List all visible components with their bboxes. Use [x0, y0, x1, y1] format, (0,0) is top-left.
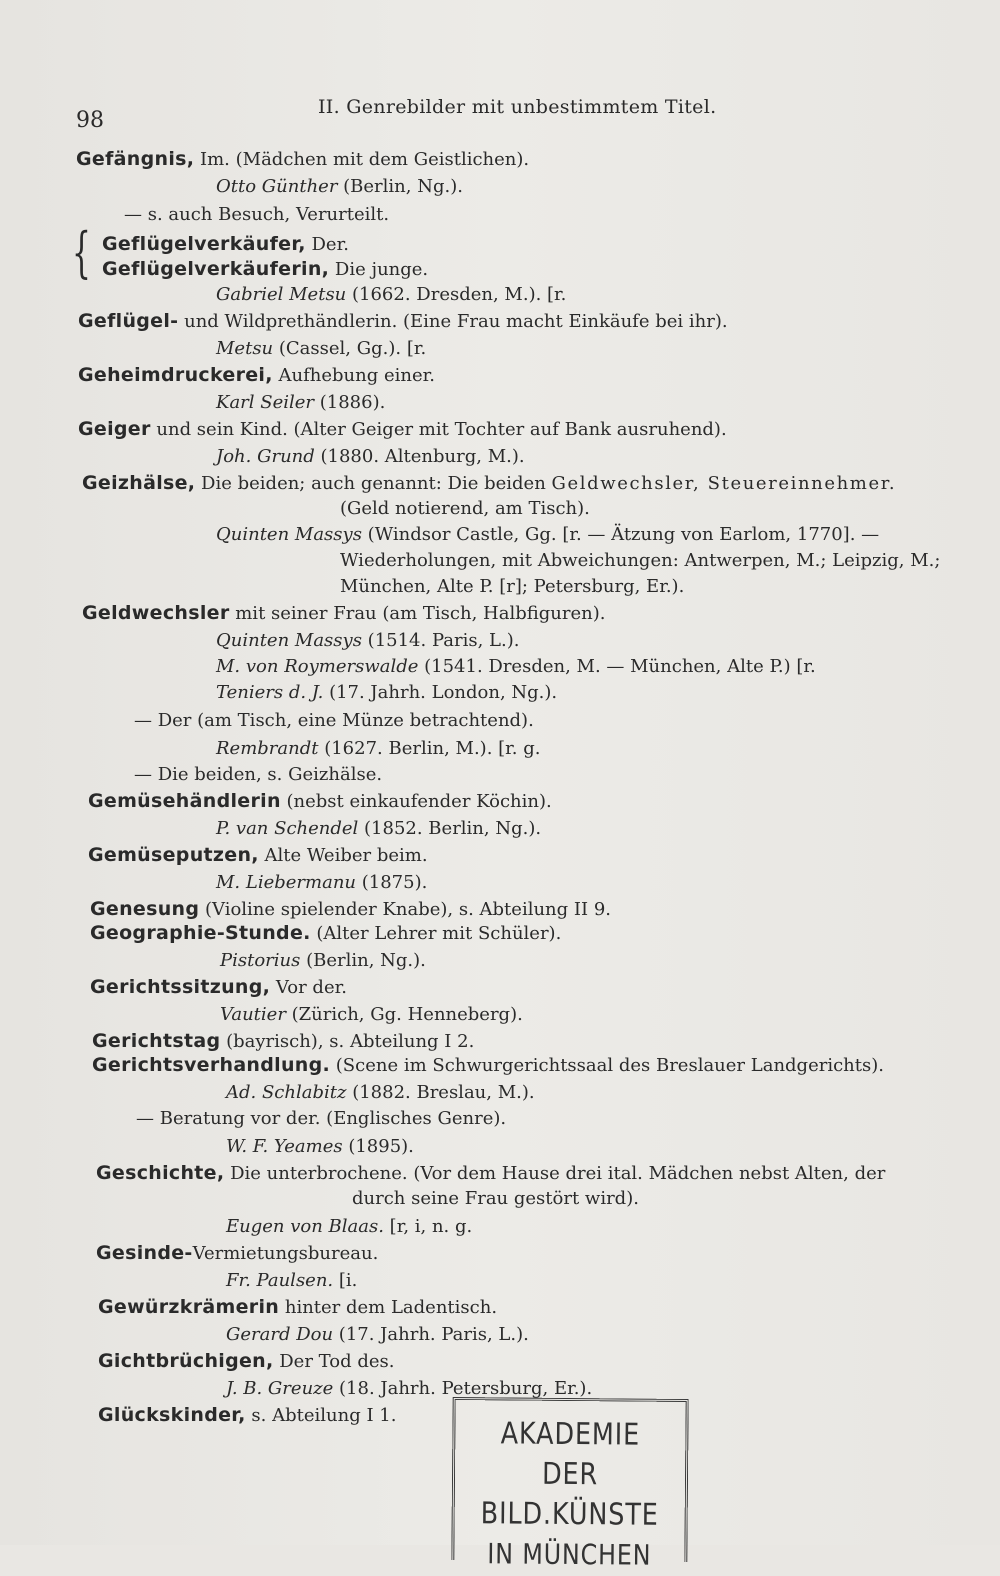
entry-line — [96, 1162, 885, 1185]
entry-text: und sein Kind. (Alter Geiger mit Tochter auf Bank ausruhend). — [150, 419, 727, 440]
stamp-line: AKADEMIE — [500, 1416, 641, 1453]
entry-text: Im. (Mädchen mit dem Geistlichen). — [194, 149, 530, 170]
entry-text: hinter dem Ladentisch. — [279, 1297, 498, 1318]
entry-heading: Geiger — [78, 418, 151, 440]
entry-line — [352, 1188, 639, 1210]
entry-heading: Gesinde- — [96, 1242, 193, 1264]
entry-line — [102, 258, 428, 281]
entry-line — [216, 176, 463, 198]
entry-heading: Gemüseputzen, — [88, 844, 259, 866]
brace-bracket: { — [72, 221, 91, 284]
entry-heading: Gefängnis, — [76, 148, 195, 170]
entry-line — [78, 364, 435, 387]
artist-name: Vautier — [220, 1004, 286, 1025]
entry-text: (Scene im Schwurgerichtssaal des Breslauer Landgerichts). — [330, 1055, 884, 1076]
entry-text: Der Tod des. — [273, 1351, 395, 1372]
entry-text: (1882. Breslau, M.). — [346, 1082, 535, 1103]
entry-text: (1514. Paris, L.). — [361, 630, 520, 651]
entry-line — [216, 446, 525, 468]
entry-text: [r, i, n. g. — [383, 1216, 473, 1237]
entry-text: Die junge. — [329, 259, 429, 280]
entry-heading: Gerichtssitzung, — [90, 976, 271, 998]
entry-line — [340, 498, 590, 520]
artist-name: Metsu — [216, 338, 274, 359]
entry-line — [226, 1378, 592, 1400]
entry-heading: Geographie-Stunde. — [90, 922, 311, 944]
entry-line — [216, 682, 557, 704]
artist-name: M. von Roymerswalde — [216, 656, 419, 677]
entry-line — [92, 1054, 884, 1077]
entry-text: (17. Jahrh. Paris, L.). — [333, 1324, 529, 1345]
entry-line — [216, 738, 540, 760]
artist-name: Quinten Massys — [216, 524, 362, 545]
entry-heading: Gemüsehändlerin — [88, 790, 281, 812]
entry-text: — Die beiden, s. Geizhälse. — [134, 764, 383, 785]
artist-name: Fr. Paulsen. — [226, 1270, 334, 1291]
entry-line — [134, 710, 534, 732]
entry-line — [340, 576, 684, 598]
entry-text: (Berlin, Ng.). — [337, 176, 463, 197]
entry-text: München, Alte P. [r]; Petersburg, Er.). — [340, 576, 685, 597]
artist-name: Eugen von Blaas. — [226, 1216, 384, 1237]
entry-heading: Gewürzkrämerin — [98, 1296, 280, 1318]
entry-text: s. Abteilung I 1. — [245, 1405, 397, 1426]
entry-text: (1886). — [314, 392, 386, 413]
entry-line — [92, 1030, 474, 1053]
entry-line — [220, 950, 426, 972]
entry-heading: Geschichte, — [96, 1162, 225, 1184]
entry-text: Alte Weiber beim. — [258, 845, 428, 866]
entry-line — [216, 524, 879, 546]
entry-line — [82, 472, 896, 495]
entry-line — [102, 233, 349, 256]
entry-text: (Windsor Castle, Gg. [r. — Ätzung von Earlom, 1770]. — — [361, 524, 880, 545]
entry-heading: Geflügelverkäuferin, — [102, 258, 330, 280]
entry-text: (17. Jahrh. London, Ng.). — [323, 682, 558, 703]
library-stamp — [451, 1397, 688, 1572]
entry-line — [136, 1108, 506, 1130]
entry-text: (1627. Berlin, M.). [r. g. — [318, 738, 541, 759]
artist-name: Gabriel Metsu — [216, 284, 347, 305]
artist-name: Teniers d. J. — [216, 682, 324, 703]
entry-text: (1852. Berlin, Ng.). — [358, 818, 542, 839]
entry-text: (1662. Dresden, M.). [r. — [346, 284, 567, 305]
stamp-line: DER BILD.KÜNSTE — [480, 1456, 659, 1533]
entry-line — [226, 1270, 357, 1292]
running-head: II. Genrebilder mit unbestimmtem Titel. — [318, 96, 717, 118]
entry-line — [220, 1004, 523, 1026]
artist-name: Joh. Grund — [216, 446, 315, 467]
entry-line — [216, 630, 519, 652]
entry-line — [216, 284, 566, 306]
entry-line — [96, 1242, 378, 1265]
artist-name: Karl Seiler — [216, 392, 315, 413]
entry-text: Geldwechsler, Steuereinnehmer. — [551, 473, 897, 494]
entry-text: Wiederholungen, mit Abweichungen: Antwerpen, M.; Leipzig, M.; — [340, 550, 941, 571]
artist-name: Otto Günther — [216, 176, 338, 197]
entry-text: (1895). — [342, 1136, 414, 1157]
entry-text: — Beratung vor der. (Englisches Genre). — [136, 1108, 507, 1129]
entry-line — [98, 1350, 394, 1373]
entry-line — [216, 818, 541, 840]
entry-line — [88, 844, 428, 867]
entry-heading: Geflügelverkäufer, — [102, 233, 306, 255]
entry-text: — s. auch Besuch, Verurteilt. — [124, 204, 390, 225]
stamp-line: IN MÜNCHEN — [487, 1537, 652, 1572]
entry-text: Der. — [305, 234, 349, 255]
entry-heading: Gerichtstag — [92, 1030, 221, 1052]
entry-line — [88, 790, 552, 813]
entry-line — [226, 1082, 535, 1104]
entry-heading: Genesung — [90, 898, 200, 920]
entry-line — [124, 204, 389, 226]
entry-line — [98, 1296, 497, 1319]
entry-line — [134, 764, 382, 786]
artist-name: Quinten Massys — [216, 630, 362, 651]
entry-text: Vermietungsbureau. — [192, 1243, 379, 1264]
entry-heading: Geflügel- — [78, 310, 179, 332]
entry-text: (Cassel, Gg.). [r. — [273, 338, 427, 359]
entry-text: Die unterbrochene. (Vor dem Hause drei ital. Mädchen nebst Alten, der — [224, 1163, 886, 1184]
entry-text: (1541. Dresden, M. — München, Alte P.) [r. — [418, 656, 816, 677]
entry-text: (1875). — [356, 872, 428, 893]
entry-heading: Glückskinder, — [98, 1404, 246, 1426]
entry-text: (Berlin, Ng.). — [300, 950, 426, 971]
entry-text: mit seiner Frau (am Tisch, Halbfiguren). — [229, 603, 606, 624]
entry-text: und Wildprethändlerin. (Eine Frau macht Einkäufe bei ihr). — [178, 311, 728, 332]
entry-line — [340, 550, 940, 572]
artist-name: M. Liebermanu — [216, 872, 357, 893]
entry-line — [226, 1324, 529, 1346]
entry-line — [226, 1136, 414, 1158]
entry-text: [i. — [333, 1270, 358, 1291]
entry-heading: Geldwechsler — [82, 602, 230, 624]
entry-text: (18. Jahrh. Petersburg, Er.). — [333, 1378, 593, 1399]
entry-heading: Gerichtsverhandlung. — [92, 1054, 331, 1076]
entry-text: — Der (am Tisch, eine Münze betrachtend). — [134, 710, 534, 731]
entry-text: (Zürich, Gg. Henneberg). — [285, 1004, 523, 1025]
entry-line — [78, 310, 728, 333]
artist-name: Rembrandt — [216, 738, 319, 759]
entry-line — [90, 898, 611, 921]
entry-line — [90, 922, 561, 945]
artist-name: Pistorius — [220, 950, 301, 971]
entry-line — [216, 338, 426, 360]
entry-text: (bayrisch), s. Abteilung I 2. — [220, 1031, 475, 1052]
entry-text: Die beiden; auch genannt: Die beiden — [195, 473, 552, 494]
entry-heading: Geheimdruckerei, — [78, 364, 273, 386]
entry-heading: Gichtbrüchigen, — [98, 1350, 274, 1372]
entry-text: (Alter Lehrer mit Schüler). — [310, 923, 562, 944]
artist-name: P. van Schendel — [216, 818, 359, 839]
entry-text: Vor der. — [270, 977, 347, 998]
entry-text: (1880. Altenburg, M.). — [314, 446, 525, 467]
page-number: 98 — [76, 108, 104, 133]
entry-text: (Violine spielender Knabe), s. Abteilung II 9. — [199, 899, 611, 920]
entry-text: (nebst einkaufender Köchin). — [280, 791, 552, 812]
entry-line — [226, 1216, 472, 1238]
entry-heading: Geizhälse, — [82, 472, 196, 494]
entry-text: (Geld notierend, am Tisch). — [340, 498, 590, 519]
artist-name: J. B. Greuze — [226, 1378, 334, 1399]
entry-line — [98, 1404, 396, 1427]
entry-text: Aufhebung einer. — [272, 365, 435, 386]
artist-name: W. F. Yeames — [226, 1136, 343, 1157]
entry-line — [216, 392, 385, 414]
entry-text: durch seine Frau gestört wird). — [352, 1188, 639, 1209]
artist-name: Gerard Dou — [226, 1324, 334, 1345]
entry-line — [90, 976, 347, 999]
entry-line — [216, 656, 816, 678]
entry-line — [216, 872, 427, 894]
entry-line — [82, 602, 605, 625]
artist-name: Ad. Schlabitz — [226, 1082, 347, 1103]
entry-line — [76, 148, 529, 171]
entry-line — [78, 418, 727, 441]
